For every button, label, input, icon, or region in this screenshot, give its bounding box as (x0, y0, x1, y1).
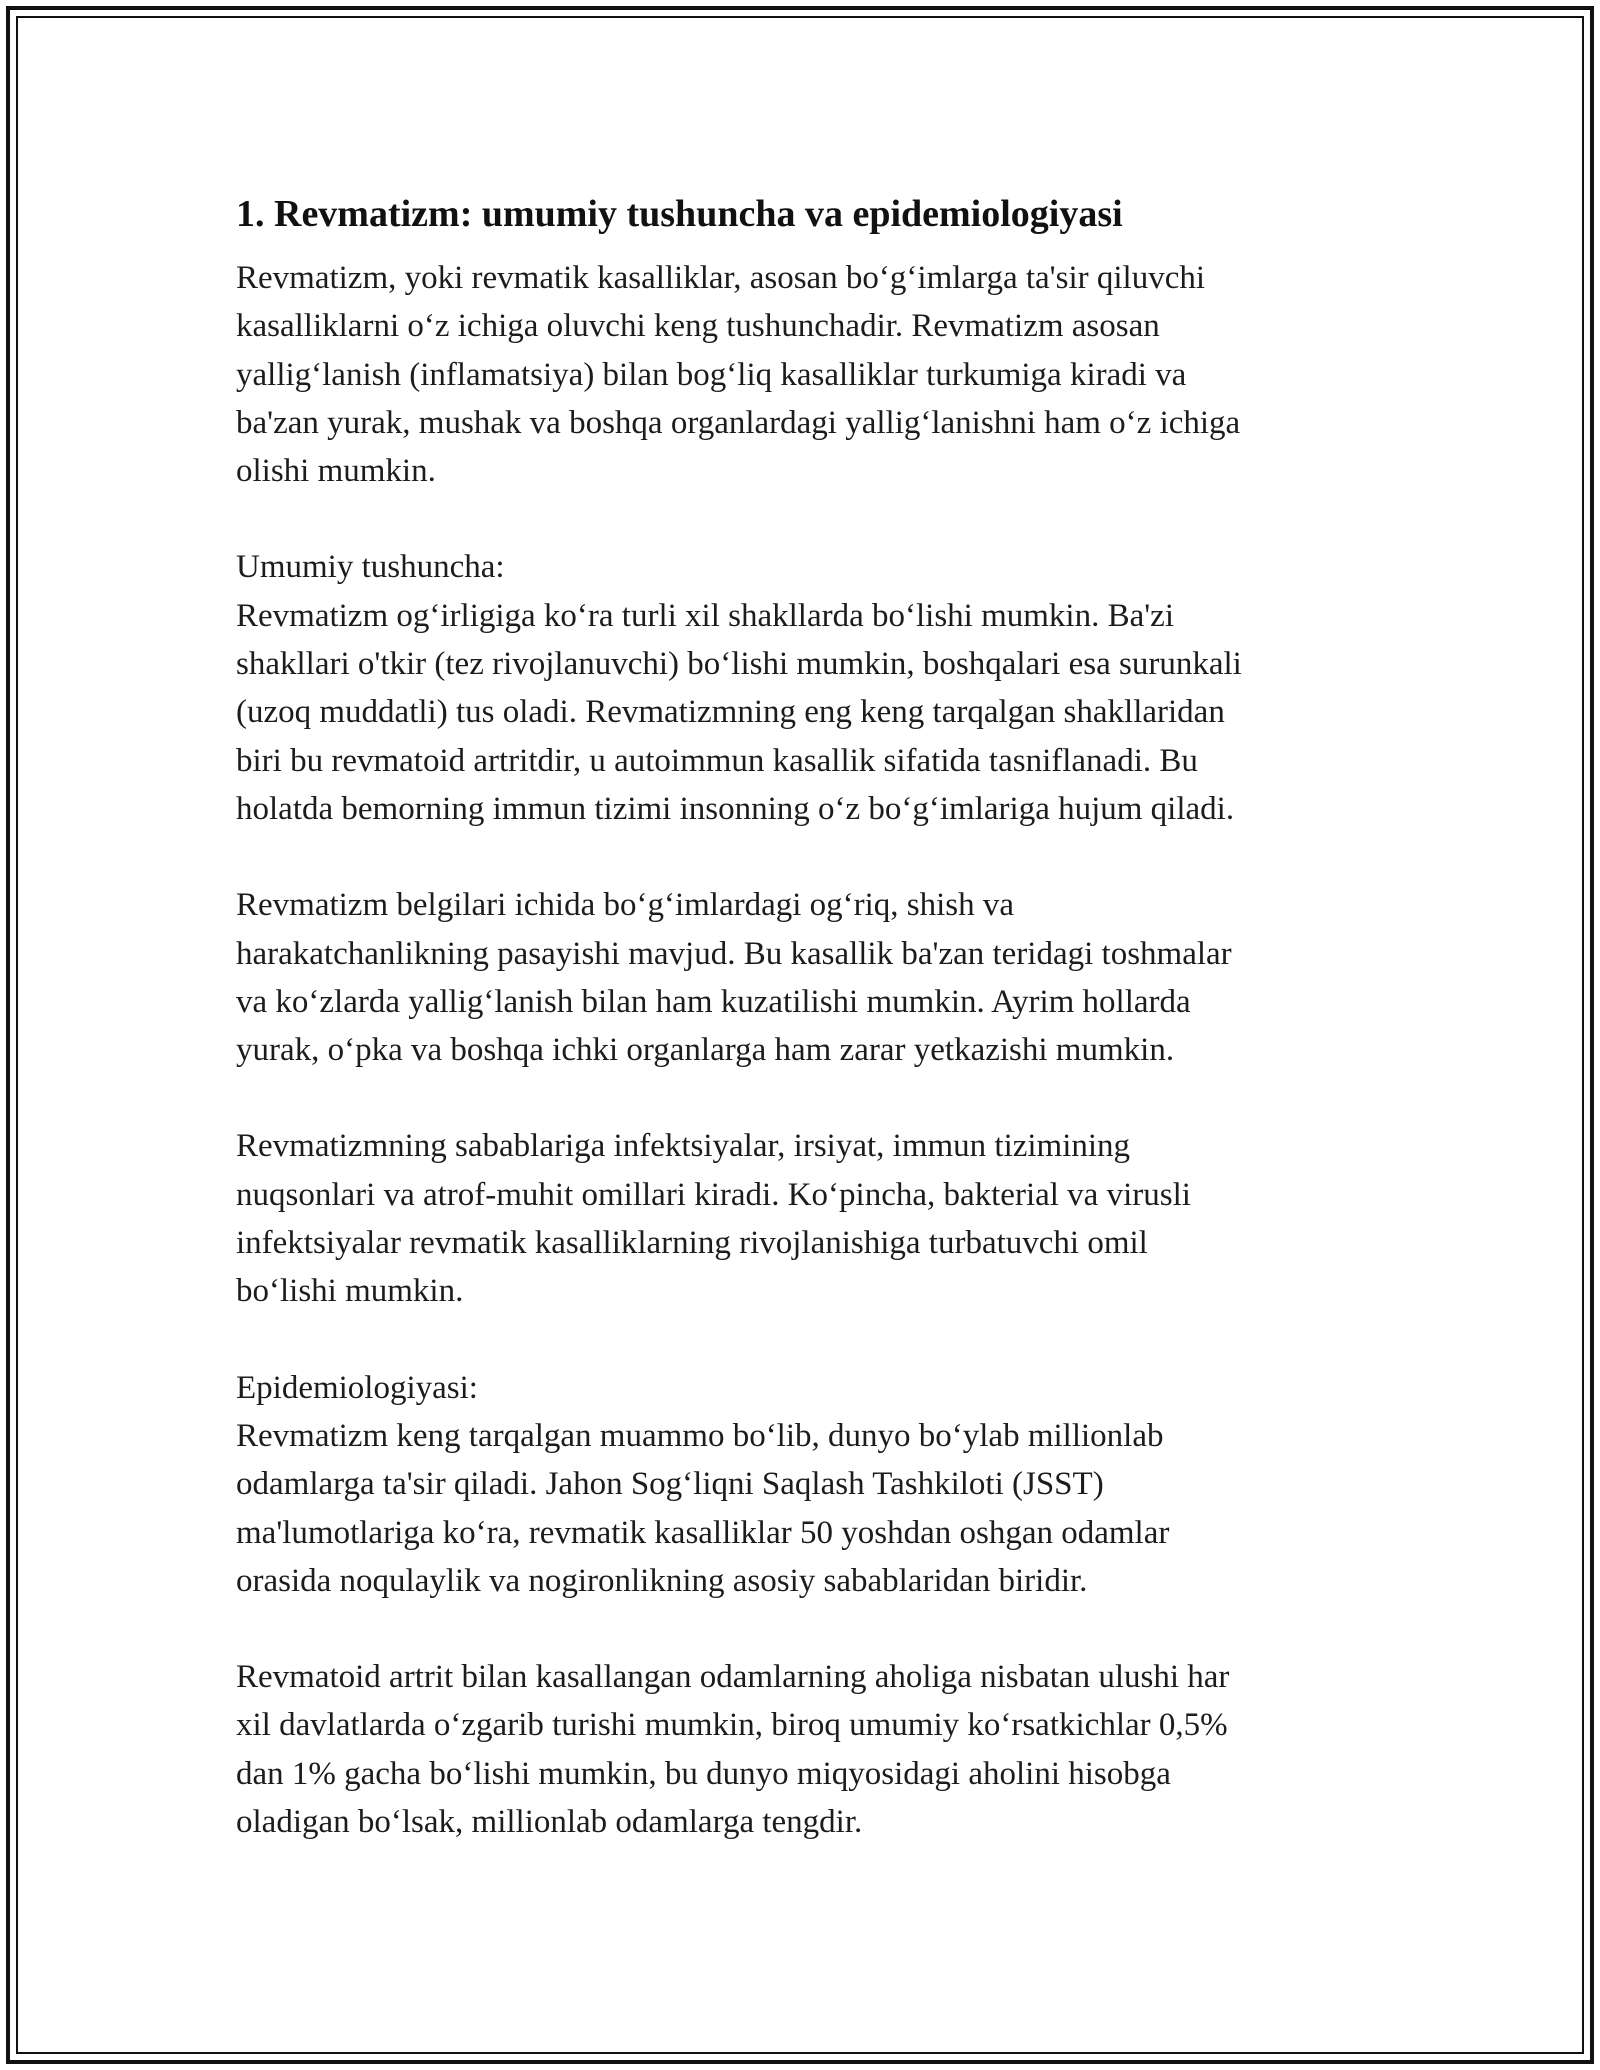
paragraph-causes (236, 1122, 1376, 1315)
text-line: olishi mumkin. (236, 453, 436, 490)
text-line: shakllari o'tkir (tez rivojlanuvchi) bo‘lishi mumkin, boshqalari esa surunkali (236, 646, 1242, 683)
document-body (236, 188, 1376, 1894)
paragraph-symptoms (236, 881, 1376, 1074)
text-line: dan 1% gacha bo‘lishi mumkin, bu dunyo miqyosidagi aholini hisobga (236, 1755, 1171, 1792)
text-line: Revmatizm keng tarqalgan muammo bo‘lib, dunyo bo‘ylab millionlab (236, 1417, 1164, 1454)
text-line: harakatchanlikning pasayishi mavjud. Bu kasallik ba'zan teridagi toshmalar (236, 935, 1232, 972)
subheading-general-concept: Umumiy tushuncha: (236, 549, 505, 586)
text-line: Revmatoid artrit bilan kasallangan odamlarning aholiga nisbatan ulushi har (236, 1659, 1230, 1696)
paragraph-prevalence (236, 1653, 1376, 1846)
paragraph-general-concept (236, 543, 1376, 833)
text-line: oladigan bo‘lsak, millionlab odamlarga tengdir. (236, 1804, 863, 1841)
text-line: (uzoq muddatli) tus oladi. Revmatizmning eng keng tarqalgan shakllaridan (236, 694, 1225, 731)
text-line: biri bu revmatoid artritdir, u autoimmun kasallik sifatida tasniflanadi. Bu (236, 742, 1198, 779)
text-line: yallig‘lanish (inflamatsiya) bilan bog‘liq kasalliklar turkumiga kiradi va (236, 356, 1187, 393)
text-line: Revmatizmning sabablariga infektsiyalar, irsiyat, immun tizimining (236, 1128, 1131, 1165)
text-line: Revmatizm og‘irligiga ko‘ra turli xil shakllarda bo‘lishi mumkin. Ba'zi (236, 597, 1175, 634)
text-line: ma'lumotlariga ko‘ra, revmatik kasalliklar 50 yoshdan oshgan odamlar (236, 1514, 1170, 1551)
subheading-epidemiology: Epidemiologiyasi: (236, 1369, 478, 1406)
text-line: va ko‘zlarda yallig‘lanish bilan ham kuzatilishi mumkin. Ayrim hollarda (236, 983, 1191, 1020)
text-line: Revmatizm belgilari ichida bo‘g‘imlardagi og‘riq, shish va (236, 887, 1015, 924)
text-line: ba'zan yurak, mushak va boshqa organlardagi yallig‘lanishni ham o‘z ichiga (236, 404, 1241, 441)
text-line: infektsiyalar revmatik kasalliklarning rivojlanishiga turbatuvchi omil (236, 1225, 1148, 1262)
text-line: nuqsonlari va atrof-muhit omillari kiradi. Ko‘pincha, bakterial va virusli (236, 1176, 1191, 1213)
text-line: kasalliklarni o‘z ichiga oluvchi keng tushunchadir. Revmatizm asosan (236, 308, 1160, 345)
text-line: orasida noqulaylik va nogironlikning asosiy sabablaridan biridir. (236, 1562, 1088, 1599)
text-line: odamlarga ta'sir qiladi. Jahon Sog‘liqni Saqlash Tashkiloti (JSST) (236, 1466, 1104, 1503)
text-line: holatda bemorning immun tizimi insonning o‘z bo‘g‘imlariga hujum qiladi. (236, 790, 1235, 827)
text-line: yurak, o‘pka va boshqa ichki organlarga ham zarar yetkazishi mumkin. (236, 1032, 1175, 1069)
paragraph-intro (236, 254, 1376, 495)
text-line: xil davlatlarda o‘zgarib turishi mumkin, biroq umumiy ko‘rsatkichlar 0,5% (236, 1707, 1228, 1744)
text-line: bo‘lishi mumkin. (236, 1273, 464, 1310)
text-line: Revmatizm, yoki revmatik kasalliklar, asosan bo‘g‘imlarga ta'sir qiluvchi (236, 260, 1206, 296)
section-title: 1. Revmatizm: umumiy tushuncha va epidemiologiyasi (236, 193, 1123, 235)
paragraph-epidemiology (236, 1364, 1376, 1605)
